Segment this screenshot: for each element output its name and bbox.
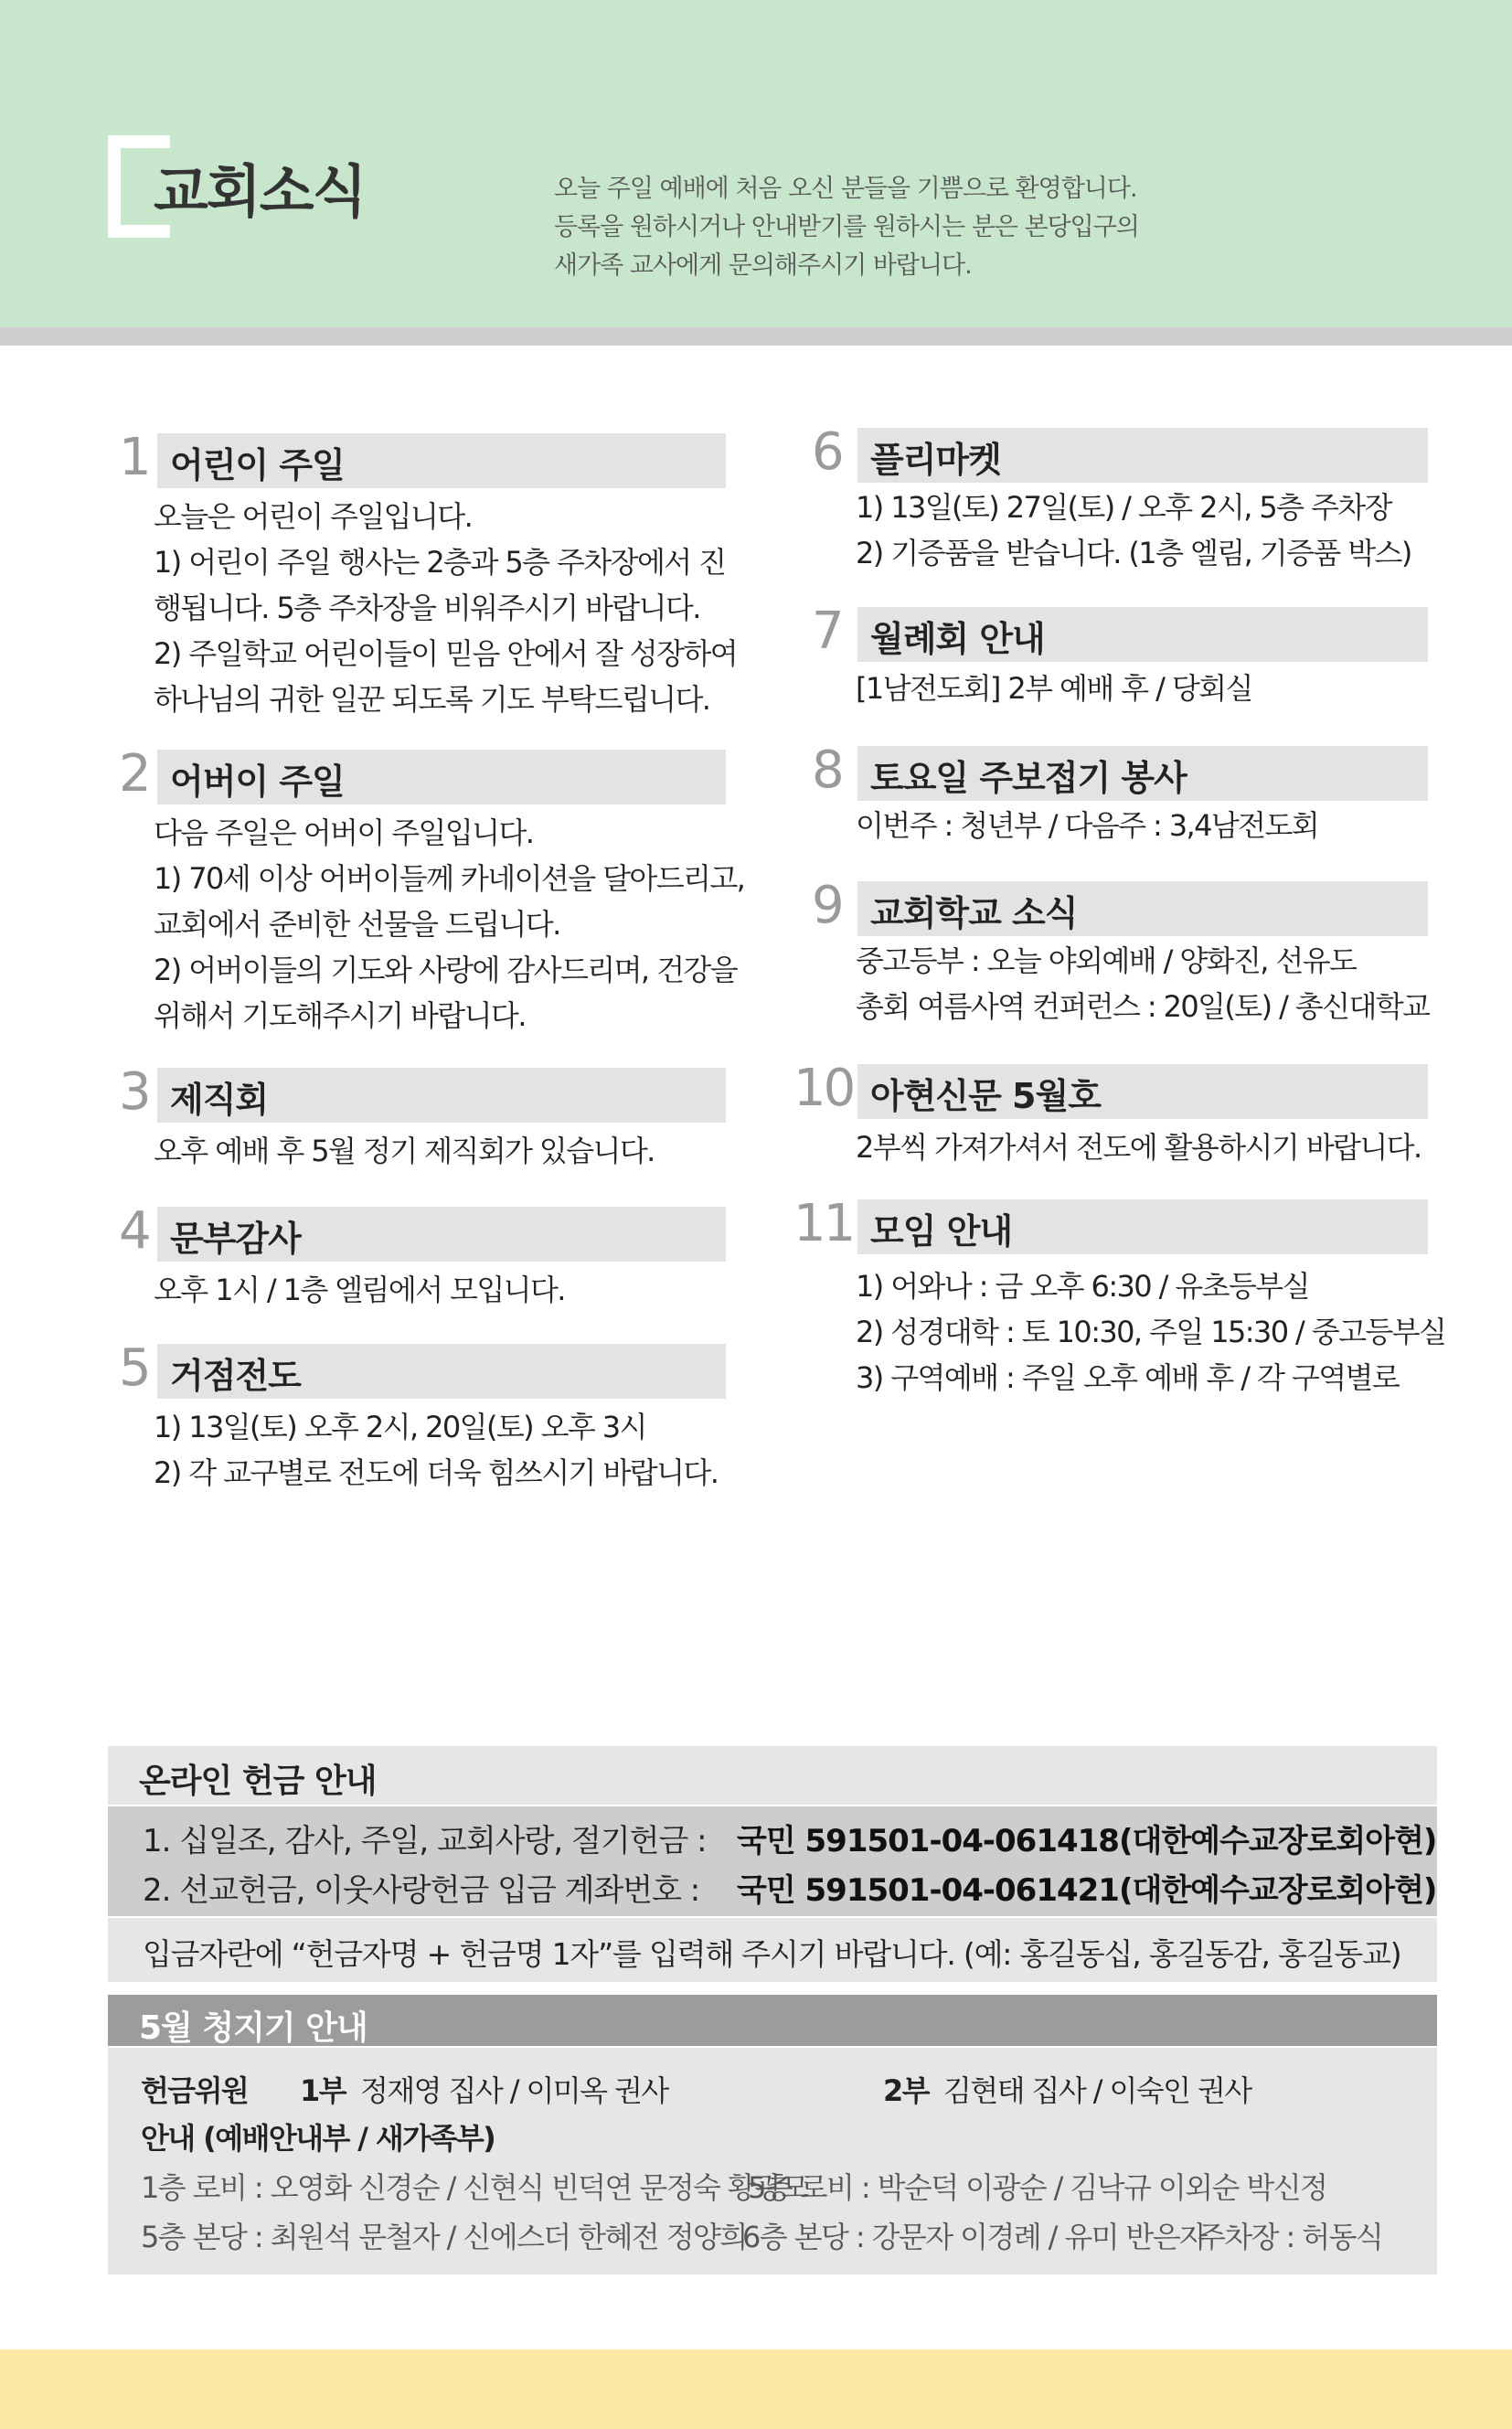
- section-number: 7: [812, 602, 842, 661]
- section-title: 월례회 안내: [870, 619, 1045, 659]
- body-line: 오후 1시 / 1층 엘림에서 모입니다.: [154, 1273, 565, 1307]
- section-number: 1: [119, 428, 149, 487]
- welcome-line: 오늘 주일 예배에 처음 오신 분들을 기쁨으로 환영합니다.: [554, 175, 1137, 203]
- account-number: 국민 591501-04-061418(대한예수교장로회아현): [737, 1823, 1437, 1859]
- body-line: 행됩니다. 5층 주차장을 비워주시기 바랍니다.: [154, 591, 700, 625]
- section-title: 어버이 주일: [170, 762, 345, 802]
- account-row: [143, 1816, 1437, 1860]
- section-title: 토요일 주보접기 봉사: [870, 758, 1187, 798]
- section-body: [154, 1267, 565, 1313]
- page-title: 교회소식: [154, 158, 366, 225]
- main5-duty: 5층 본당 : 최원석 문철자 / 신에스더 한혜전 정양희: [141, 2220, 747, 2254]
- section-body: [154, 494, 737, 722]
- part2-names: 김현태 집사 / 이숙인 권사: [943, 2073, 1251, 2108]
- offering-committee-label: 헌금위원: [141, 2073, 249, 2108]
- offering-note: 입금자란에 “헌금자명 + 헌금명 1자”를 입력해 주시기 바랍니다. (예: 홍길동십, 홍길동감, 홍길동교): [143, 1936, 1401, 1972]
- account-label: 1. 십일조, 감사, 주일, 교회사랑, 절기헌금 :: [143, 1823, 707, 1859]
- main6-duty: 6층 본당 : 강문자 이경례 / 유미 반은자: [742, 2220, 1207, 2254]
- body-line: 1) 어와나 : 금 오후 6:30 / 유초등부실: [856, 1269, 1309, 1304]
- section-title: 교회학교 소식: [870, 893, 1078, 933]
- body-line: 교회에서 준비한 선물을 드립니다.: [154, 907, 560, 942]
- section-number: 6: [812, 422, 842, 482]
- section-number: 9: [812, 876, 842, 935]
- stewards-title: 5월 청지기 안내: [139, 2009, 367, 2047]
- body-line: 중고등부 : 오늘 야외예배 / 양화진, 선유도: [856, 943, 1357, 978]
- section-number: 3: [119, 1062, 149, 1122]
- section-body: [154, 810, 744, 1039]
- body-line: 2부씩 가져가셔서 전도에 활용하시기 바랍니다.: [856, 1130, 1421, 1165]
- body-line: 총회 여름사역 컨퍼런스 : 20일(토) / 총신대학교: [856, 989, 1430, 1024]
- welcome-line: 등록을 원하시거나 안내받기를 원하시는 분은 본당입구의: [554, 213, 1139, 241]
- body-line: [1남전도회] 2부 예배 후 / 당회실: [856, 671, 1252, 706]
- section-header: [157, 750, 726, 804]
- body-line: 위해서 기도해주시기 바랍니다.: [154, 998, 526, 1033]
- body-line: 다음 주일은 어버이 주일입니다.: [154, 815, 534, 850]
- parking-duty: 주차장 : 허동식: [1198, 2220, 1383, 2254]
- body-line: 3) 구역예배 : 주일 오후 예배 후 / 각 구역별로: [856, 1360, 1400, 1395]
- section-title: 거점전도: [170, 1356, 301, 1396]
- section-title: 모임 안내: [870, 1211, 1013, 1252]
- section-body: [154, 1404, 718, 1496]
- body-line: 오늘은 어린이 주일입니다.: [154, 499, 473, 534]
- part1-names: 정재영 집사 / 이미옥 권사: [360, 2073, 668, 2108]
- part1-label: 1부: [300, 2073, 346, 2108]
- section-body: [856, 938, 1429, 1029]
- section-title: 제직회: [170, 1080, 269, 1120]
- section-header: [157, 433, 726, 488]
- guide-label: 안내 (예배안내부 / 새가족부): [141, 2121, 495, 2156]
- online-offering-title: 온라인 헌금 안내: [139, 1763, 377, 1800]
- section-number: 5: [119, 1338, 149, 1398]
- header-banner: [0, 0, 1512, 327]
- section-header: [857, 1064, 1428, 1119]
- section-body: [856, 1124, 1421, 1170]
- section-header: [857, 428, 1428, 483]
- body-line: 2) 어버이들의 기도와 사랑에 감사드리며, 건강을: [154, 953, 738, 987]
- offering-accounts: [108, 1806, 1437, 1916]
- section-title: 아현신문 5월호: [870, 1076, 1101, 1116]
- section-header: [157, 1344, 726, 1399]
- section-body: [154, 1128, 655, 1174]
- header-divider: [0, 327, 1512, 346]
- section-number: 2: [119, 744, 149, 804]
- body-line: 1) 어린이 주일 행사는 2층과 5층 주차장에서 진: [154, 545, 726, 580]
- body-line: 1) 70세 이상 어버이들께 카네이션을 달아드리고,: [154, 861, 745, 896]
- section-title: 어린이 주일: [170, 445, 345, 485]
- body-line: 오후 예배 후 5월 정기 제직회가 있습니다.: [154, 1134, 655, 1168]
- section-header: [157, 1207, 726, 1262]
- body-line: 2) 성경대학 : 토 10:30, 주일 15:30 / 중고등부실: [856, 1315, 1446, 1349]
- lobby5-duty: 5층 로비 : 박순덕 이광순 / 김낙규 이외순 박신정: [748, 2170, 1327, 2205]
- body-line: 2) 각 교구별로 전도에 더욱 힘쓰시기 바랍니다.: [154, 1455, 719, 1490]
- offering-note-box: [108, 1918, 1437, 1982]
- section-header: [857, 607, 1428, 662]
- stewards-header: [108, 1995, 1437, 2046]
- section-title: 플리마켓: [870, 440, 1001, 480]
- section-number: 8: [812, 740, 842, 800]
- section-body: [856, 485, 1411, 576]
- body-line: 2) 기증품을 받습니다. (1층 엘림, 기증품 박스): [856, 536, 1411, 570]
- body-line: 하나님의 귀한 일꾼 되도록 기도 부탁드립니다.: [154, 682, 710, 717]
- section-header: [157, 1068, 726, 1123]
- part2-label: 2부: [883, 2073, 929, 2108]
- account-label: 2. 선교헌금, 이웃사랑헌금 입금 계좌번호 :: [143, 1872, 700, 1909]
- section-title: 문부감사: [170, 1219, 301, 1259]
- section-header: [857, 746, 1428, 801]
- section-body: [856, 1263, 1445, 1401]
- welcome-line: 새가족 교사에게 문의해주시기 바랍니다.: [554, 251, 972, 280]
- section-body: [856, 666, 1252, 711]
- body-line: 2) 주일학교 어린이들이 믿음 안에서 잘 성장하여: [154, 636, 738, 671]
- stewards-box: [108, 2048, 1437, 2275]
- section-number: 10: [793, 1059, 854, 1118]
- section-number: 4: [119, 1201, 149, 1261]
- section-number: 11: [793, 1194, 854, 1253]
- footer-band: [0, 2349, 1512, 2429]
- lobby1-duty: 1층 로비 : 오영화 신경순 / 신현식 빈덕연 문정숙 황광모: [141, 2170, 808, 2205]
- body-line: 1) 13일(토) 27일(토) / 오후 2시, 5층 주차장: [856, 490, 1391, 525]
- welcome-message: [554, 170, 1249, 285]
- body-line: 이번주 : 청년부 / 다음주 : 3,4남전도회: [856, 808, 1319, 843]
- section-body: [856, 803, 1318, 848]
- online-offering-header: [108, 1746, 1437, 1805]
- section-header: [857, 1199, 1428, 1254]
- account-number: 국민 591501-04-061421(대한예수교장로회아현): [737, 1872, 1437, 1909]
- section-header: [857, 881, 1428, 936]
- account-row: [143, 1865, 1437, 1910]
- body-line: 1) 13일(토) 오후 2시, 20일(토) 오후 3시: [154, 1410, 646, 1444]
